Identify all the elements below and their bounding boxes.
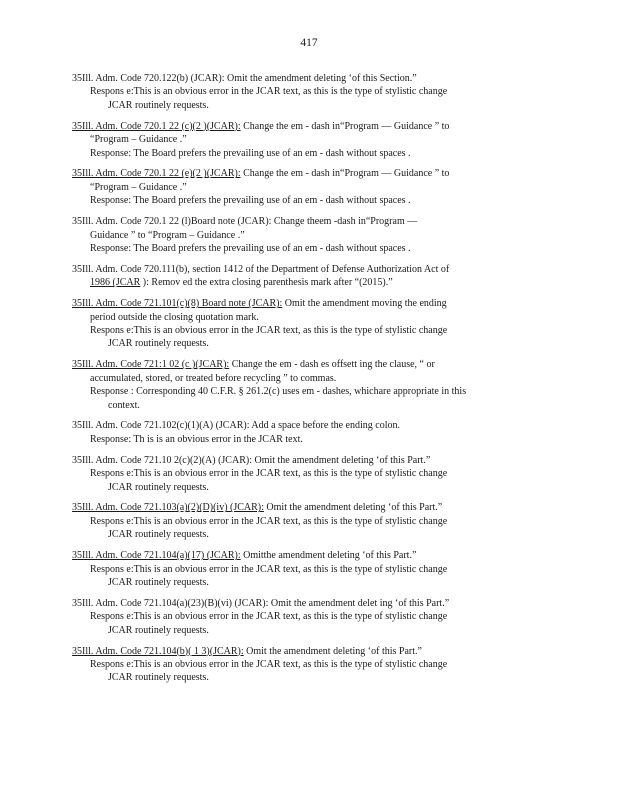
entry-line: [72, 167, 542, 180]
entry-line: [72, 147, 542, 160]
entry-text: JCAR routinely requests.: [108, 338, 209, 350]
entry-text: JCAR routinely requests.: [108, 481, 209, 493]
entry-line: [72, 72, 542, 85]
comment-entry: [72, 419, 542, 446]
citation-underlined: 35Ill. Adm. Code 721.101(c)(8) Board note (JCAR):: [72, 298, 283, 310]
entry-line: [72, 311, 542, 324]
entry-line: [72, 181, 542, 194]
entry-line: [72, 242, 542, 255]
comment-entry: [72, 72, 542, 112]
entry-text: Guidance ” to “Program – Guidance .”: [90, 229, 245, 241]
entry-text: period outside the closing quotation mark.: [90, 311, 259, 323]
entry-text: Respons e:This is an obvious error in the JCAR text, as this is the type of stylistic change: [90, 468, 448, 480]
entry-text: JCAR routinely requests.: [108, 529, 209, 541]
entry-text: Respons e:This is an obvious error in the JCAR text, as this is the type of stylistic change: [90, 325, 448, 336]
entry-text: Respons e:This is an obvious error in the JCAR text, as this is the type of stylistic change: [90, 611, 448, 623]
entry-line: [72, 624, 542, 637]
entry-text: Change the em - dash in“Program — Guidance ” to: [240, 168, 450, 180]
entry-text: “Program – Guidance .”: [90, 181, 187, 193]
citation-underlined: 35Ill. Adm. Code 720.1 22 (c)(2 )(JCAR):: [72, 120, 241, 132]
entry-line: [72, 658, 542, 671]
entry-text: Change the em - dash es offsett ing the clause, “ or: [229, 359, 435, 371]
entry-line: [72, 454, 542, 467]
entry-text: 35Ill. Adm. Code 721.102(c)(1)(A) (JCAR): Add a space before the ending colon.: [72, 420, 400, 432]
entry-line: [72, 481, 542, 494]
entry-text: Response : Corresponding 40 C.F.R. § 261.2(c) uses em - dashes, whichare appropriate in this: [90, 386, 467, 398]
citation-underlined: 1986 (JCAR: [90, 277, 141, 289]
entry-line: [72, 610, 542, 623]
entry-line: [72, 528, 542, 541]
entry-line: [72, 358, 542, 371]
entry-line: [72, 645, 542, 658]
entry-line: [72, 215, 542, 228]
page-number: 417: [300, 37, 318, 49]
entry-text: ): Remov ed the extra closing parenthesis mark after “(2015).”: [140, 277, 393, 289]
citation-underlined: 35Ill. Adm. Code 721.104(a)(17) (JCAR):: [72, 550, 241, 562]
citation-underlined: 35Ill. Adm. Code 720.1 22 (e)(2 )(JCAR):: [72, 168, 241, 180]
comment-entry: [72, 454, 542, 494]
comment-entry: [72, 358, 542, 412]
entry-text: Omitthe amendment deleting ‘of this Part.”: [240, 550, 417, 562]
entry-text: JCAR routinely requests.: [108, 577, 209, 588]
entry-text: Omit the amendment deleting ‘of this Part.”: [263, 502, 443, 514]
comment-entry: [72, 215, 542, 255]
entry-text: JCAR routinely requests.: [108, 624, 209, 636]
entry-text: Response: The Board prefers the prevailing use of an em - dash without spaces .: [90, 147, 411, 159]
entry-line: [72, 671, 542, 684]
entry-text: Respons e:This is an obvious error in the JCAR text, as this is the type of stylistic change: [90, 563, 448, 575]
entry-line: [72, 133, 542, 146]
entry-text: “Program – Guidance .”: [90, 134, 187, 146]
entry-text: 35Ill. Adm. Code 720.122(b) (JCAR): Omit the amendment deleting ‘of this Section.”: [72, 73, 417, 84]
comment-entries: [72, 72, 542, 692]
entry-line: [72, 515, 542, 528]
comment-entry: [72, 297, 542, 351]
entry-text: Response: Th is is an obvious error in the JCAR text.: [90, 433, 303, 445]
entry-text: 35Ill. Adm. Code 720.111(b), section 1412 of the Department of Defense Authorization Act of: [72, 263, 450, 275]
entry-line: [72, 433, 542, 446]
comment-entry: [72, 549, 542, 589]
entry-line: [72, 297, 542, 310]
entry-line: [72, 385, 542, 398]
entry-text: 35Ill. Adm. Code 721.104(a)(23)(B)(vi) (JCAR): Omit the amendment delet ing ‘of this Part.”: [72, 597, 450, 609]
entry-line: [72, 194, 542, 207]
entry-text: Respons e:This is an obvious error in the JCAR text, as this is the type of stylistic change: [90, 86, 448, 98]
entry-text: Respons e:This is an obvious error in the JCAR text, as this is the type of stylistic change: [90, 515, 448, 527]
entry-text: accumulated, stored, or treated before recycling ” to commas.: [90, 372, 337, 384]
entry-line: [72, 419, 542, 432]
entry-line: [72, 324, 542, 337]
entry-text: 35Ill. Adm. Code 721.10 2(c)(2)(A) (JCAR): Omit the amendment deleting ‘of this Part.”: [72, 454, 431, 466]
citation-underlined: 35Ill. Adm. Code 721:1 02 (c )(JCAR):: [72, 359, 230, 371]
entry-line: [72, 576, 542, 589]
entry-text: 35Ill. Adm. Code 720.1 22 (l)Board note (JCAR): Change theem -dash in“Program —: [72, 216, 418, 228]
entry-text: Response: The Board prefers the prevailing use of an em - dash without spaces .: [90, 242, 411, 254]
comment-entry: [72, 501, 542, 541]
entry-line: [72, 99, 542, 112]
entry-line: [72, 337, 542, 350]
entry-line: [72, 549, 542, 562]
entry-line: [72, 563, 542, 576]
comment-entry: [72, 263, 542, 290]
entry-text: JCAR routinely requests.: [108, 672, 209, 684]
entry-text: JCAR routinely requests.: [108, 99, 209, 111]
entry-line: [72, 501, 542, 514]
entry-line: [72, 597, 542, 610]
entry-line: [72, 229, 542, 242]
entry-line: [72, 467, 542, 480]
entry-line: [72, 276, 542, 289]
entry-line: [72, 372, 542, 385]
citation-underlined: 35Ill. Adm. Code 721.104(b)( 1 3)(JCAR):: [72, 645, 244, 657]
entry-line: [72, 85, 542, 98]
entry-text: Response: The Board prefers the prevailing use of an em - dash without spaces .: [90, 195, 411, 207]
entry-text: Change the em - dash in“Program — Guidance ” to: [240, 120, 450, 132]
entry-line: [72, 399, 542, 412]
entry-text: context.: [108, 399, 140, 411]
comment-entry: [72, 167, 542, 207]
comment-entry: [72, 120, 542, 160]
citation-underlined: 35Ill. Adm. Code 721.103(a)(2)(D)(iv) (JCAR):: [72, 502, 264, 514]
comment-entry: [72, 645, 542, 685]
entry-line: [72, 120, 542, 133]
entry-text: Omit the amendment moving the ending: [282, 298, 447, 310]
entry-text: Omit the amendment deleting ‘of this Part.”: [243, 645, 422, 657]
entry-text: Respons e:This is an obvious error in the JCAR text, as this is the type of stylistic change: [90, 659, 448, 671]
entry-line: [72, 263, 542, 276]
comment-entry: [72, 597, 542, 637]
